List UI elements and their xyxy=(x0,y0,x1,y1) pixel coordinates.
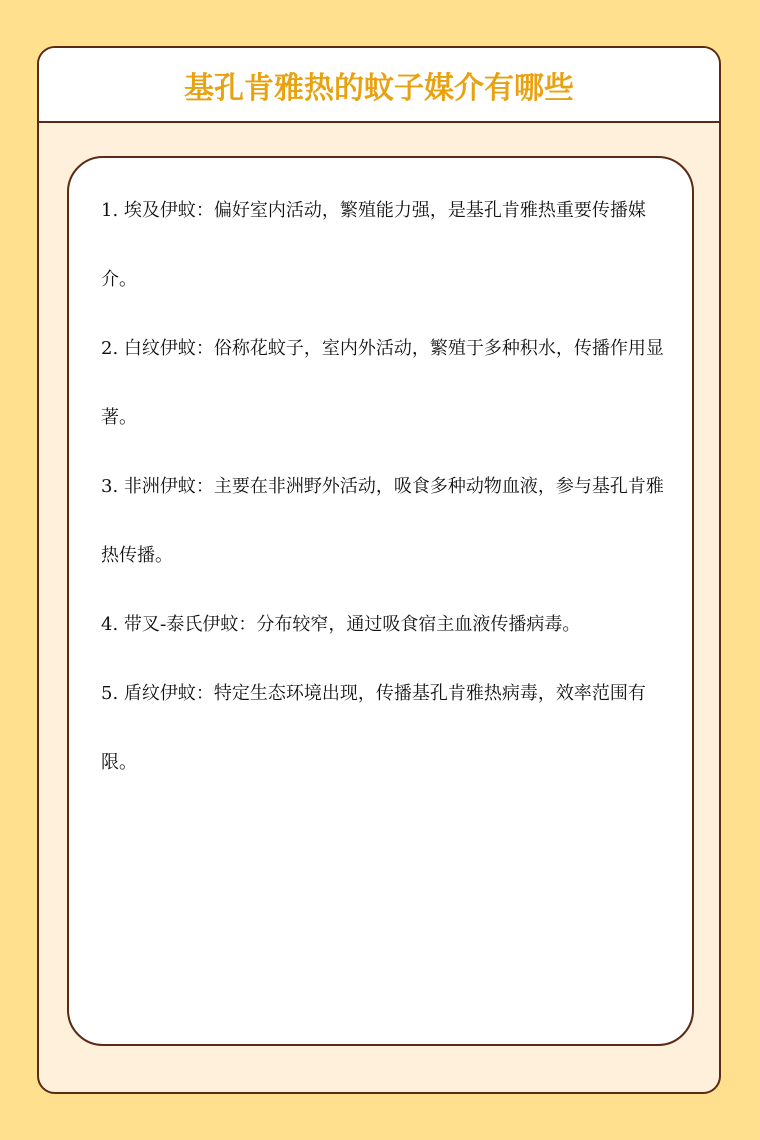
item-text: 埃及伊蚊：偏好室内活动，繁殖能力强，是基孔肯雅热重要传播媒介。 xyxy=(101,200,646,290)
item-number: 4. xyxy=(101,614,119,635)
item-text: 白纹伊蚊：俗称花蚊子，室内外活动，繁殖于多种积水，传播作用显著。 xyxy=(101,338,664,428)
item-number: 2. xyxy=(101,338,119,359)
mosquito-list xyxy=(101,176,666,797)
item-number: 3. xyxy=(101,476,119,497)
item-text: 非洲伊蚊：主要在非洲野外活动，吸食多种动物血液，参与基孔肯雅热传播。 xyxy=(101,476,664,566)
list-item xyxy=(101,314,666,452)
item-text: 盾纹伊蚊：特定生态环境出现，传播基孔肯雅热病毒，效率范围有限。 xyxy=(101,683,646,773)
item-number: 5. xyxy=(101,683,119,704)
title-bar xyxy=(39,48,719,123)
list-item xyxy=(101,659,666,797)
content-card xyxy=(67,156,694,1046)
page-title: 基孔肯雅热的蚊子媒介有哪些 xyxy=(184,70,574,106)
list-item xyxy=(101,176,666,314)
list-item xyxy=(101,452,666,590)
item-text: 带叉-泰氏伊蚊：分布较窄，通过吸食宿主血液传播病毒。 xyxy=(123,614,581,635)
list-item xyxy=(101,590,666,659)
item-number: 1. xyxy=(101,200,119,221)
